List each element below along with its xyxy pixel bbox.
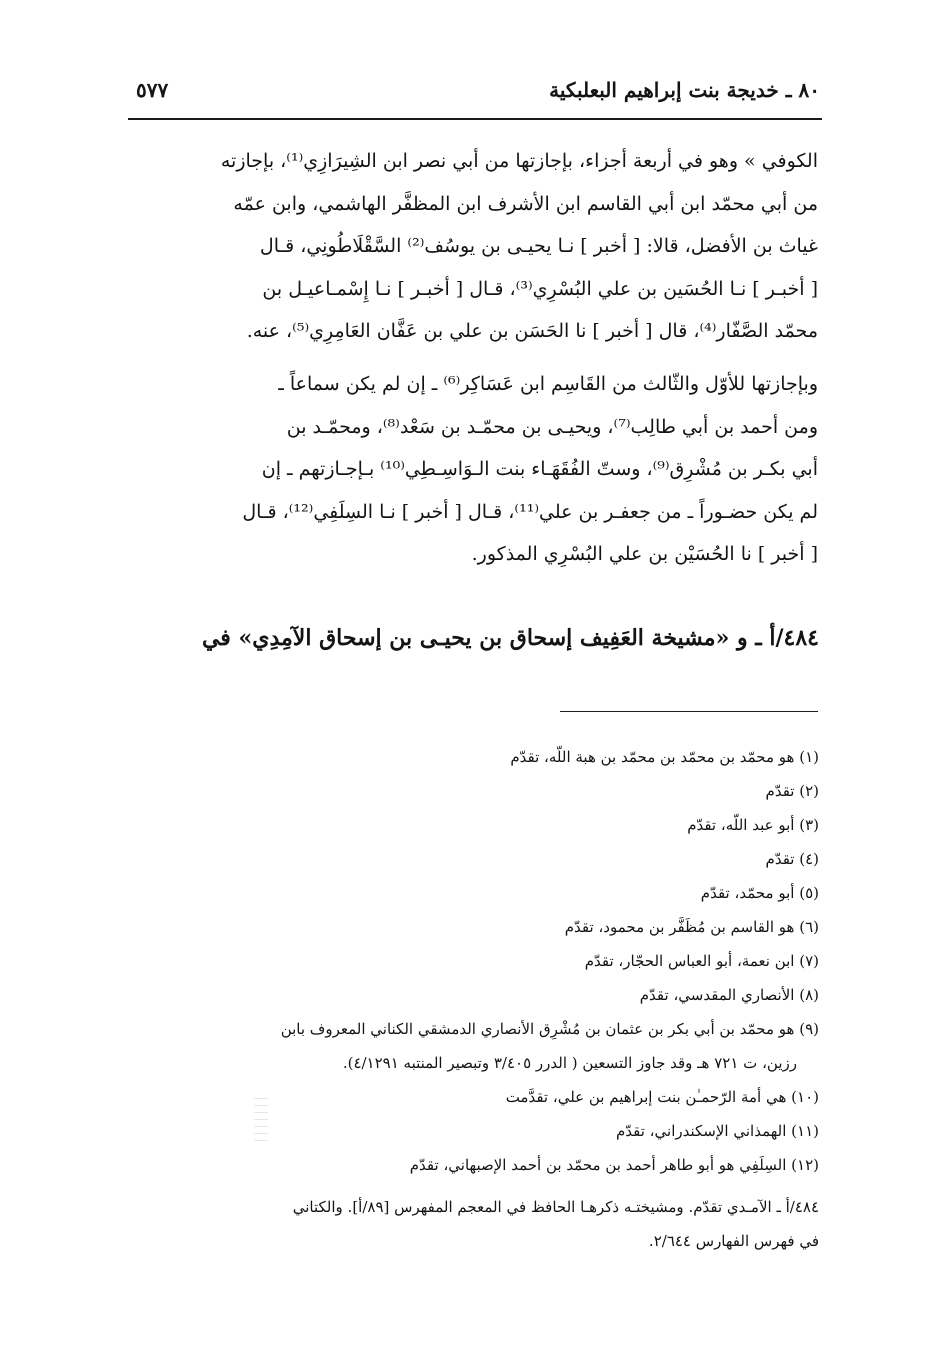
footnote-2: (٢) تقدّم — [765, 782, 819, 800]
footnote-4: (٤) تقدّم — [765, 850, 819, 868]
running-header — [128, 78, 820, 112]
footnote-5: (٥) أبو محمّد، تقدّم — [700, 884, 819, 902]
footnote-12: (١٢) السِلَفِي هو أبو طاهر أحمد بن محمّد بن أحمد الإصبهاني، تقدّم — [409, 1156, 819, 1174]
footnote-9-continued: رزين، ت ٧٢١ هـ وقد جاوز التسعين ( الدرر ٣/٤٠٥ وتبصير المنتبه ٤/١٢٩١). — [342, 1054, 797, 1072]
main-text — [126, 140, 818, 576]
footnote-11: (١١) الهمذاني الإسكندراني، تقدّم — [615, 1122, 819, 1140]
entry-heading: ٤٨٤/أ ـ و «مشيخة العَفِيف إسحاق بن يحيـى بن إسحاق الآمِدِي» في — [201, 625, 819, 651]
paragraph-1: الكوفي » وهو في أربعة أجزاء، بإجازتها من أبي نصر ابن الشِيرَازِي⁽¹⁾، بإجازته من أبي محمّد ابن أبي القاسم ابن الأشرف ابن المظفَّر الهاشمي، وابن عمّه غياث بن الأفضل، قالا: [ أخبر ] نـا يحيـى بن يوسُف⁽²⁾ السَّقْلَاطُونِي، قـال [ أخبـر ] نـا الحُسَين بن علي البُسْرِي⁽³⁾، قـال [ أخبـر ] نـا إِسْمـاعيـل بن محمّد الصَّفّار⁽⁴⁾، قال [ أخبر ] نا الحَسَن بن علي بن عَفَّان العَامِرِي⁽⁵⁾، عنه. — [220, 150, 818, 343]
footnote-1: (١) هو محمّد بن محمّد بن محمّد بن هبة اللّه، تقدّم — [510, 748, 819, 766]
footnote-9: (٩) هو محمّد بن أبي بكر بن عثمان بن مُشْرِق الأنصاري الدمشقي الكناني المعروف بابن — [280, 1020, 819, 1038]
footnote-3: (٣) أبو عبد اللّه، تقدّم — [687, 816, 819, 834]
header-rule — [128, 118, 822, 120]
footnotes — [123, 740, 819, 1258]
footnote-10: (١٠) هي أمة الرّحمـٰن بنت إبراهيم بن علي، تقدَّمت — [505, 1088, 819, 1106]
footnote-8: (٨) الأنصاري المقدسي، تقدّم — [639, 986, 819, 1004]
scan-artifact — [254, 1098, 268, 1146]
footnote-separator — [560, 711, 818, 712]
page-number: ٥٧٧ — [136, 78, 169, 102]
paragraph-2: وبإجازتها للأوّل والثّالث من القَاسِم ابن عَسَاكِر⁽⁶⁾ ـ إن لم يكن سماعاً ـ ومن أحمد بن أبي طالِب⁽⁷⁾، ويحيـى بن محمّـد بن سَعْد⁽⁸⁾، ومحمّـد بن أبي بكـر بن مُشْرِق⁽⁹⁾، وستّ الفُقَهَـاء بنت الـوَاسِـطِي⁽¹⁰⁾ بـإجـازتهم ـ إن لم يكن حضـوراً ـ من جعفـر بن علي⁽¹¹⁾، قـال [ أخبر ] نـا السِلَفِي⁽¹²⁾، قـال [ أخبر ] نا الحُسَيْن بن علي البُسْرِي المذكور. — [242, 372, 818, 566]
footnote-source-note: ٤٨٤/أ ـ الآمـدي تقدّم. ومشيختـه ذكرهـا الحافظ في المعجم المفهرس [٨٩/أ]. والكتاني في فهرس الفهارس ٢/٦٤٤. — [292, 1198, 819, 1250]
footnote-7: (٧) ابن نعمة، أبو العباس الحجّار، تقدّم — [584, 952, 819, 970]
chapter-title: ٨٠ ـ خديجة بنت إبراهيم البعلبكية — [549, 78, 820, 102]
footnote-6: (٦) هو القاسم بن مُظَفَّر بن محمود، تقدّم — [564, 918, 819, 936]
